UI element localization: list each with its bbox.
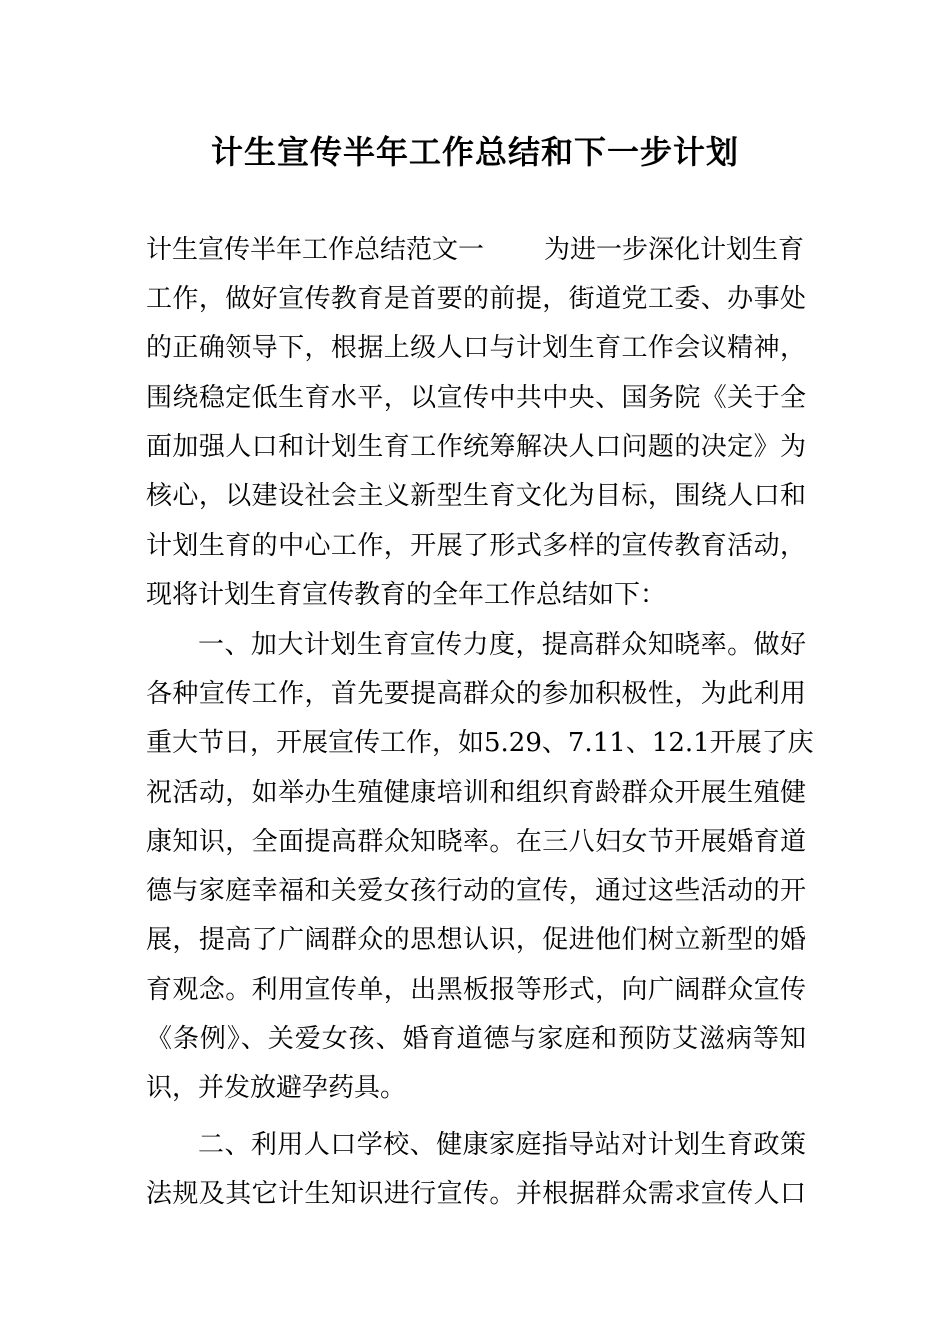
body-line: 《条例》、关爱女孩、婚育道德与家庭和预防艾滋病等知 <box>146 1024 806 1054</box>
body-line: 核心，以建设社会主义新型生育文化为目标，围绕人口和 <box>146 481 806 511</box>
body-line: 工作，做好宣传教育是首要的前提，街道党工委、办事处 <box>146 284 806 314</box>
body-line: 育观念。利用宣传单，出黑板报等形式，向广阔群众宣传 <box>146 975 806 1005</box>
body-line: 计划生育的中心工作，开展了形式多样的宣传教育活动， <box>146 531 806 561</box>
body-line: 的正确领导下，根据上级人口与计划生育工作会议精神， <box>146 333 806 363</box>
body-line: 重大节日，开展宣传工作，如5.29、7.11、12.1开展了庆 <box>146 728 814 758</box>
intro-line <box>146 232 806 268</box>
body-line: 展，提高了广阔群众的思想认识，促进他们树立新型的婚 <box>146 925 806 955</box>
intro-label: 计生宣传半年工作总结范文一 <box>146 235 485 265</box>
body-line: 祝活动，如举办生殖健康培训和组织育龄群众开展生殖健 <box>146 778 806 808</box>
body-line: 法规及其它计生知识进行宣传。并根据群众需求宣传人口 <box>146 1179 806 1209</box>
body-line: 德与家庭幸福和关爱女孩行动的宣传，通过这些活动的开 <box>146 876 806 906</box>
body-line: 各种宣传工作，首先要提高群众的参加积极性，为此利用 <box>146 679 806 709</box>
paragraph-start-line: 二、利用人口学校、健康家庭指导站对计划生育政策 <box>198 1130 806 1160</box>
body-line: 围绕稳定低生育水平，以宣传中共中央、国务院《关于全 <box>146 383 806 413</box>
document-title: 计生宣传半年工作总结和下一步计划 <box>210 133 739 171</box>
body-line: 为进一步深化计划生育 <box>544 235 805 265</box>
body-line: 面加强人口和计划生育工作统筹解决人口问题的决定》为 <box>146 432 806 462</box>
body-line: 现将计划生育宣传教育的全年工作总结如下： <box>146 580 667 610</box>
body-line: 识，并发放避孕药具。 <box>146 1073 407 1103</box>
body-line: 康知识，全面提高群众知晓率。在三八妇女节开展婚育道 <box>146 827 806 857</box>
paragraph-start-line: 一、加大计划生育宣传力度，提高群众知晓率。做好 <box>198 630 806 660</box>
